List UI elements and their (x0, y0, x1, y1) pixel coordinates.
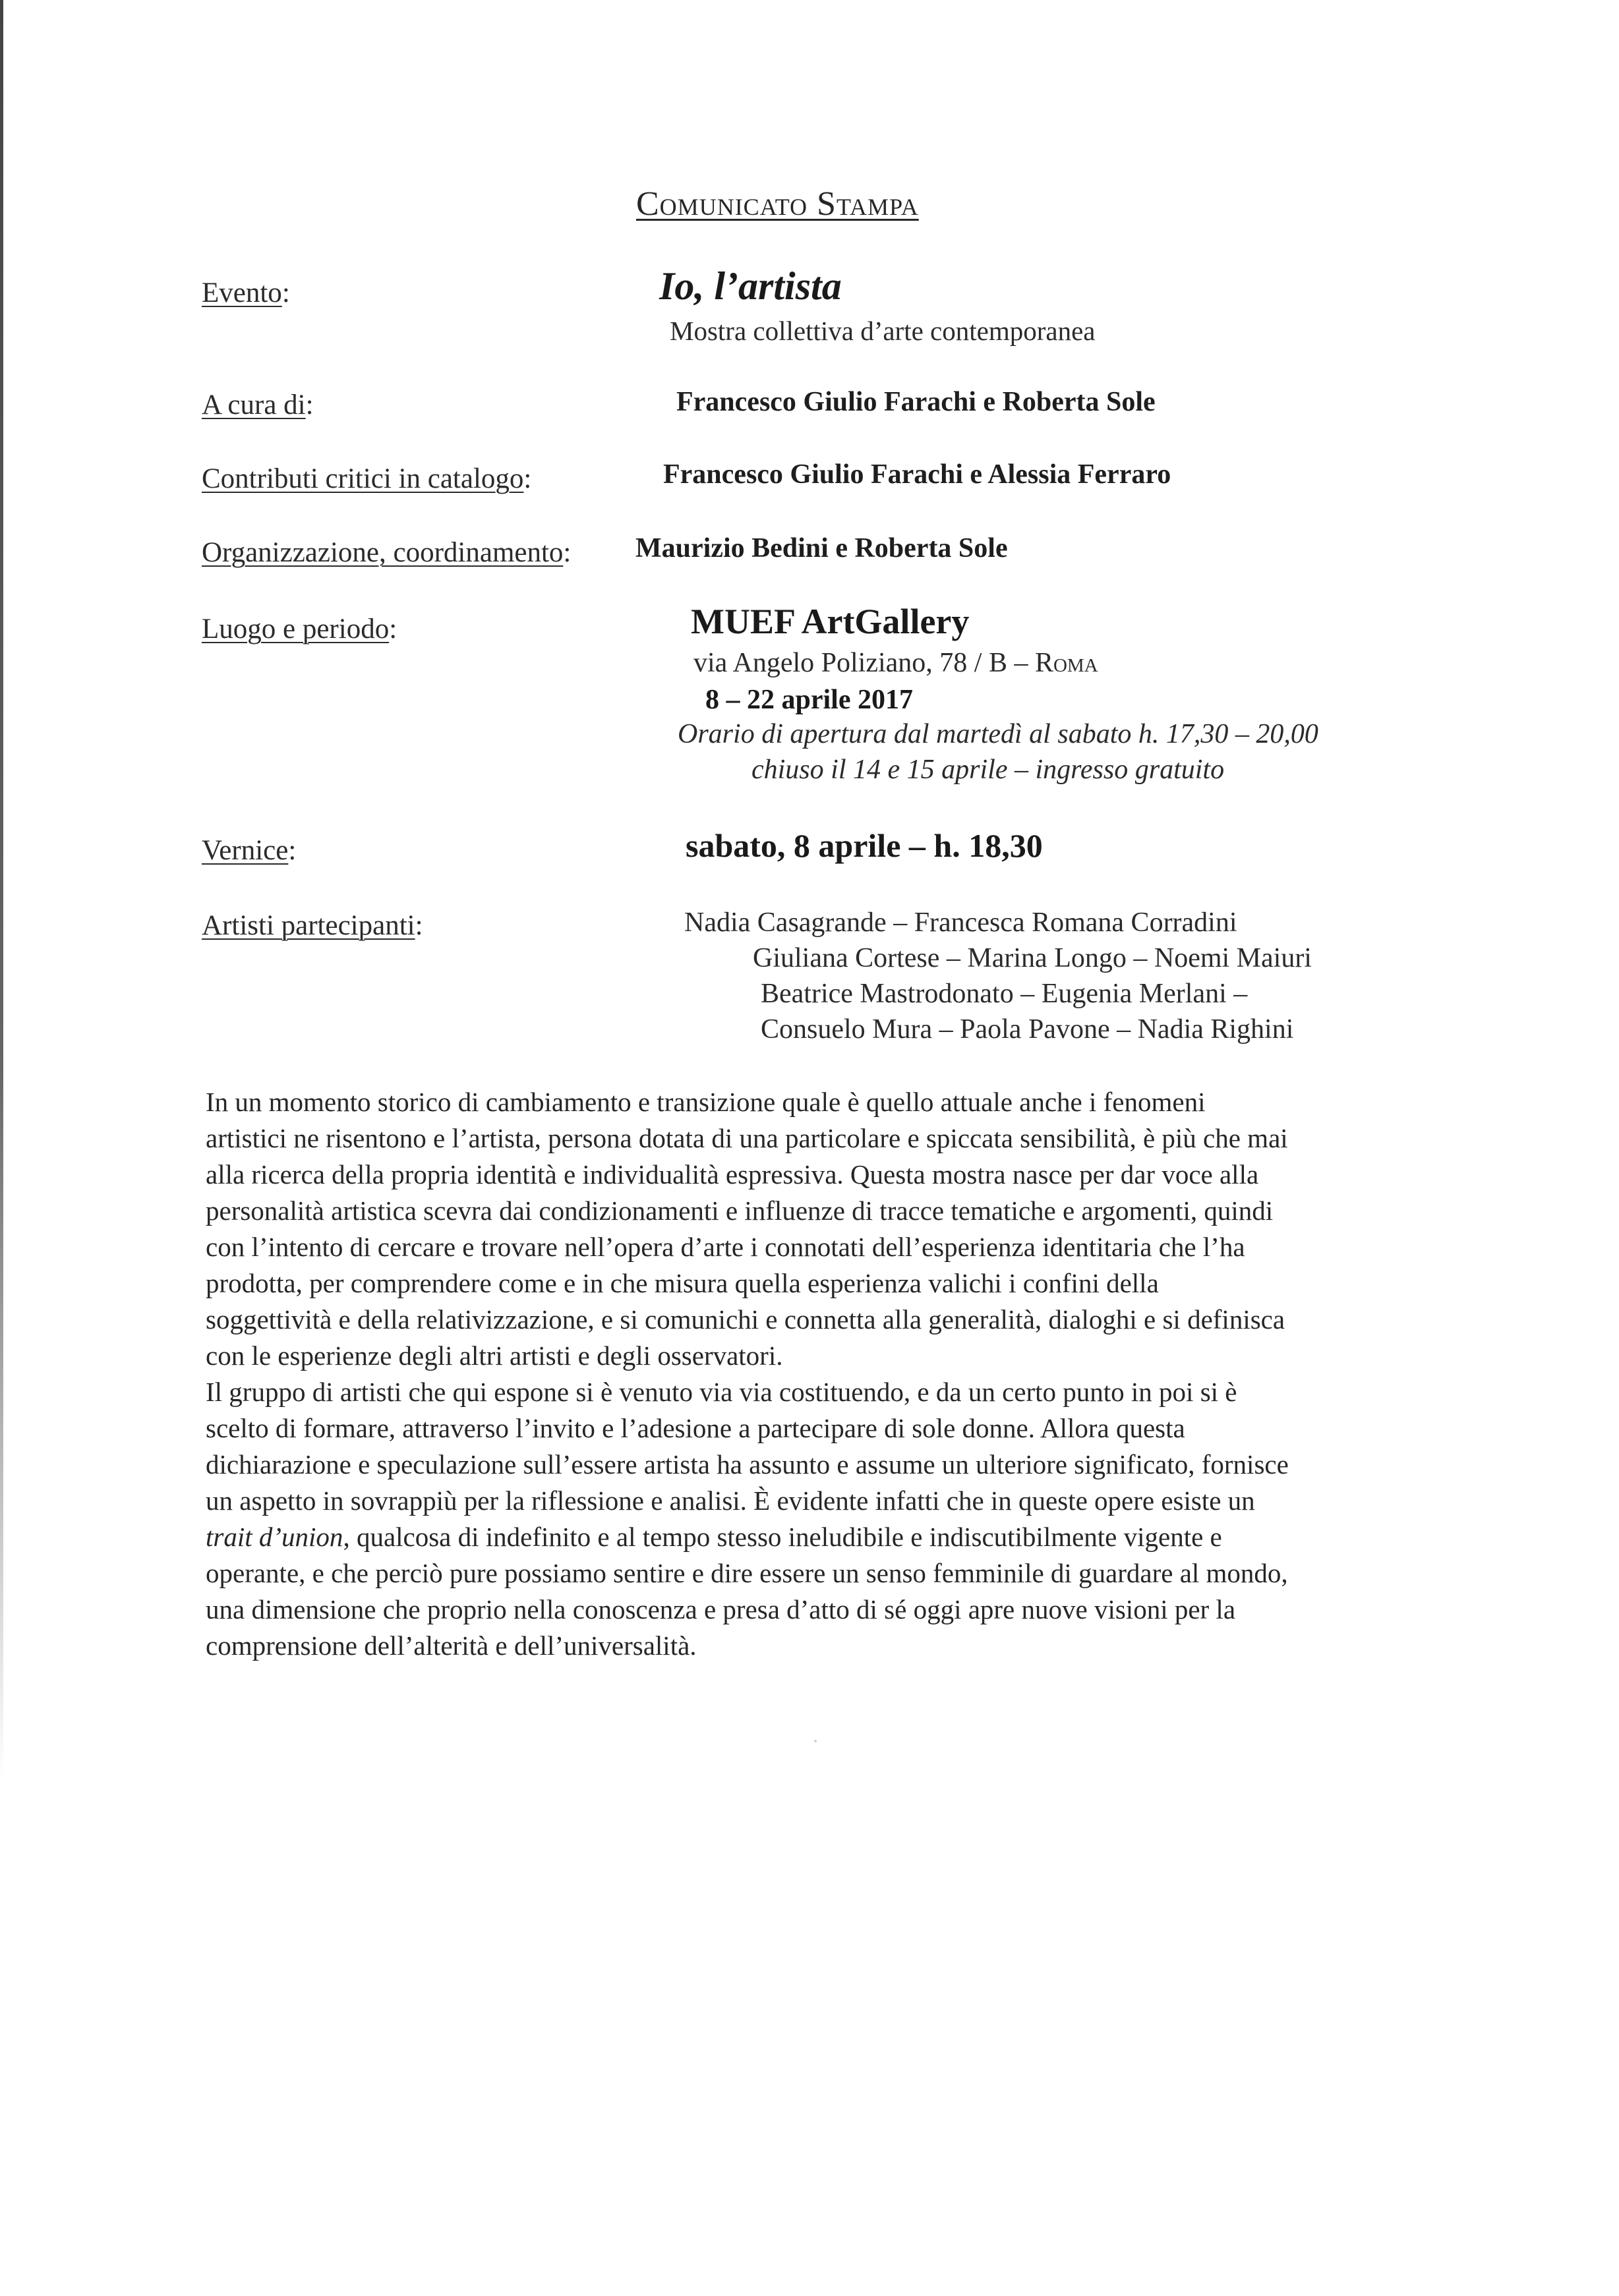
body-line: scelto di formare, attraverso l’invito e l’adesione a partecipare di sole donne. Allora questa (206, 1413, 1185, 1443)
address-text: via Angelo Poliziano, 78 / B – (693, 648, 1028, 678)
label-a-cura-di-text: A cura di (202, 389, 306, 420)
body-line: con l’intento di cercare e trovare nell’opera d’arte i connotati dell’esperienza identitaria che l’ha (206, 1232, 1245, 1262)
body-line: prodotta, per comprendere come e in che misura quella esperienza valichi i confini della (206, 1268, 1159, 1298)
body-line: operante, e che perciò pure possiamo sentire e dire essere un senso femminile di guardare al mondo, (206, 1558, 1288, 1588)
venue-name: MUEF ArtGallery (691, 602, 970, 641)
curatori-value: Francesco Giulio Farachi e Roberta Sole (676, 387, 1156, 417)
label-luogo: Luogo e periodo: (202, 614, 397, 645)
label-contributi: Contributi critici in catalogo: (202, 463, 532, 494)
organizzazione-value: Maurizio Bedini e Roberta Sole (635, 533, 1008, 563)
body-line: Il gruppo di artisti che qui espone si è venuto via via costituendo, e da un certo punto in poi si è (206, 1377, 1237, 1407)
event-subtitle: Mostra collettiva d’arte contemporanea (670, 316, 1096, 346)
label-artisti: Artisti partecipanti: (202, 910, 423, 941)
address-city: Roma (1034, 648, 1098, 678)
exhibition-dates: 8 – 22 aprile 2017 (705, 685, 913, 715)
artists-line: Nadia Casagrande – Francesca Romana Corradini (684, 907, 1237, 938)
body-line: un aspetto in sovrappiù per la riflessione e analisi. È evidente infatti che in queste opere esiste un (206, 1485, 1255, 1516)
artists-line: Beatrice Mastrodonato – Eugenia Merlani – (761, 979, 1248, 1009)
venue-address (693, 647, 1098, 679)
opening-hours: Orario di apertura dal martedì al sabato h. 17,30 – 20,00 (678, 719, 1318, 749)
body-paragraph-1 (206, 1084, 1471, 1374)
label-vernice-text: Vernice (202, 835, 289, 866)
body-line (206, 1519, 1471, 1555)
italic-phrase: trait d’union (206, 1522, 343, 1552)
label-evento: Evento: (202, 277, 290, 308)
scan-speck (814, 1740, 817, 1742)
vernice-value: sabato, 8 aprile – h. 18,30 (686, 827, 1043, 864)
body-line: In un momento storico di cambiamento e transizione quale è quello attuale anche i fenomeni (206, 1087, 1206, 1117)
press-release-body (206, 1084, 1471, 1664)
artists-line: Giuliana Cortese – Marina Longo – Noemi Maiuri (753, 943, 1312, 973)
label-organizzazione: Organizzazione, coordinamento: (202, 537, 572, 568)
body-line: dichiarazione e speculazione sull’essere artista ha assunto e assume un ulteriore significato, fornisce (206, 1449, 1289, 1479)
body-paragraph-2 (206, 1374, 1471, 1664)
label-vernice: Vernice: (202, 835, 297, 866)
body-line: artistici ne risentono e l’artista, persona dotata di una particolare e spiccata sensibilità, è più che mai (206, 1123, 1288, 1153)
closing-info: chiuso il 14 e 15 aprile – ingresso gratuito (751, 755, 1225, 785)
label-organizzazione-text: Organizzazione, coordinamento (202, 537, 564, 568)
body-line: personalità artistica scevra dai condizionamenti e influenze di tracce tematiche e argomenti, quindi (206, 1195, 1274, 1226)
label-luogo-text: Luogo e periodo (202, 614, 390, 645)
body-line: con le esperienze degli altri artisti e degli osservatori. (206, 1340, 783, 1371)
scan-edge (0, 0, 3, 1779)
contributi-value: Francesco Giulio Farachi e Alessia Ferraro (663, 459, 1171, 490)
body-line: soggettività e della relativizzazione, e si comunichi e connetta alla generalità, dialoghi e si definisca (206, 1304, 1285, 1335)
body-line: alla ricerca della propria identità e individualità espressiva. Questa mostra nasce per dar voce alla (206, 1159, 1259, 1190)
label-contributi-text: Contributi critici in catalogo (202, 463, 524, 494)
page-title: Comunicato Stampa (636, 185, 919, 223)
label-a-cura-di: A cura di: (202, 389, 314, 420)
label-artisti-text: Artisti partecipanti (202, 910, 415, 941)
body-line-rest: , qualcosa di indefinito e al tempo stesso ineludibile e indiscutibilmente vigente e (343, 1522, 1222, 1552)
artists-line: Consuelo Mura – Paola Pavone – Nadia Righini (761, 1014, 1294, 1045)
body-line: comprensione dell’alterità e dell’universalità. (206, 1630, 697, 1661)
body-line: una dimensione che proprio nella conoscenza e presa d’atto di sé oggi apre nuove visioni per la (206, 1594, 1236, 1624)
event-title: Io, l’artista (659, 264, 842, 308)
label-evento-text: Evento (202, 277, 282, 308)
